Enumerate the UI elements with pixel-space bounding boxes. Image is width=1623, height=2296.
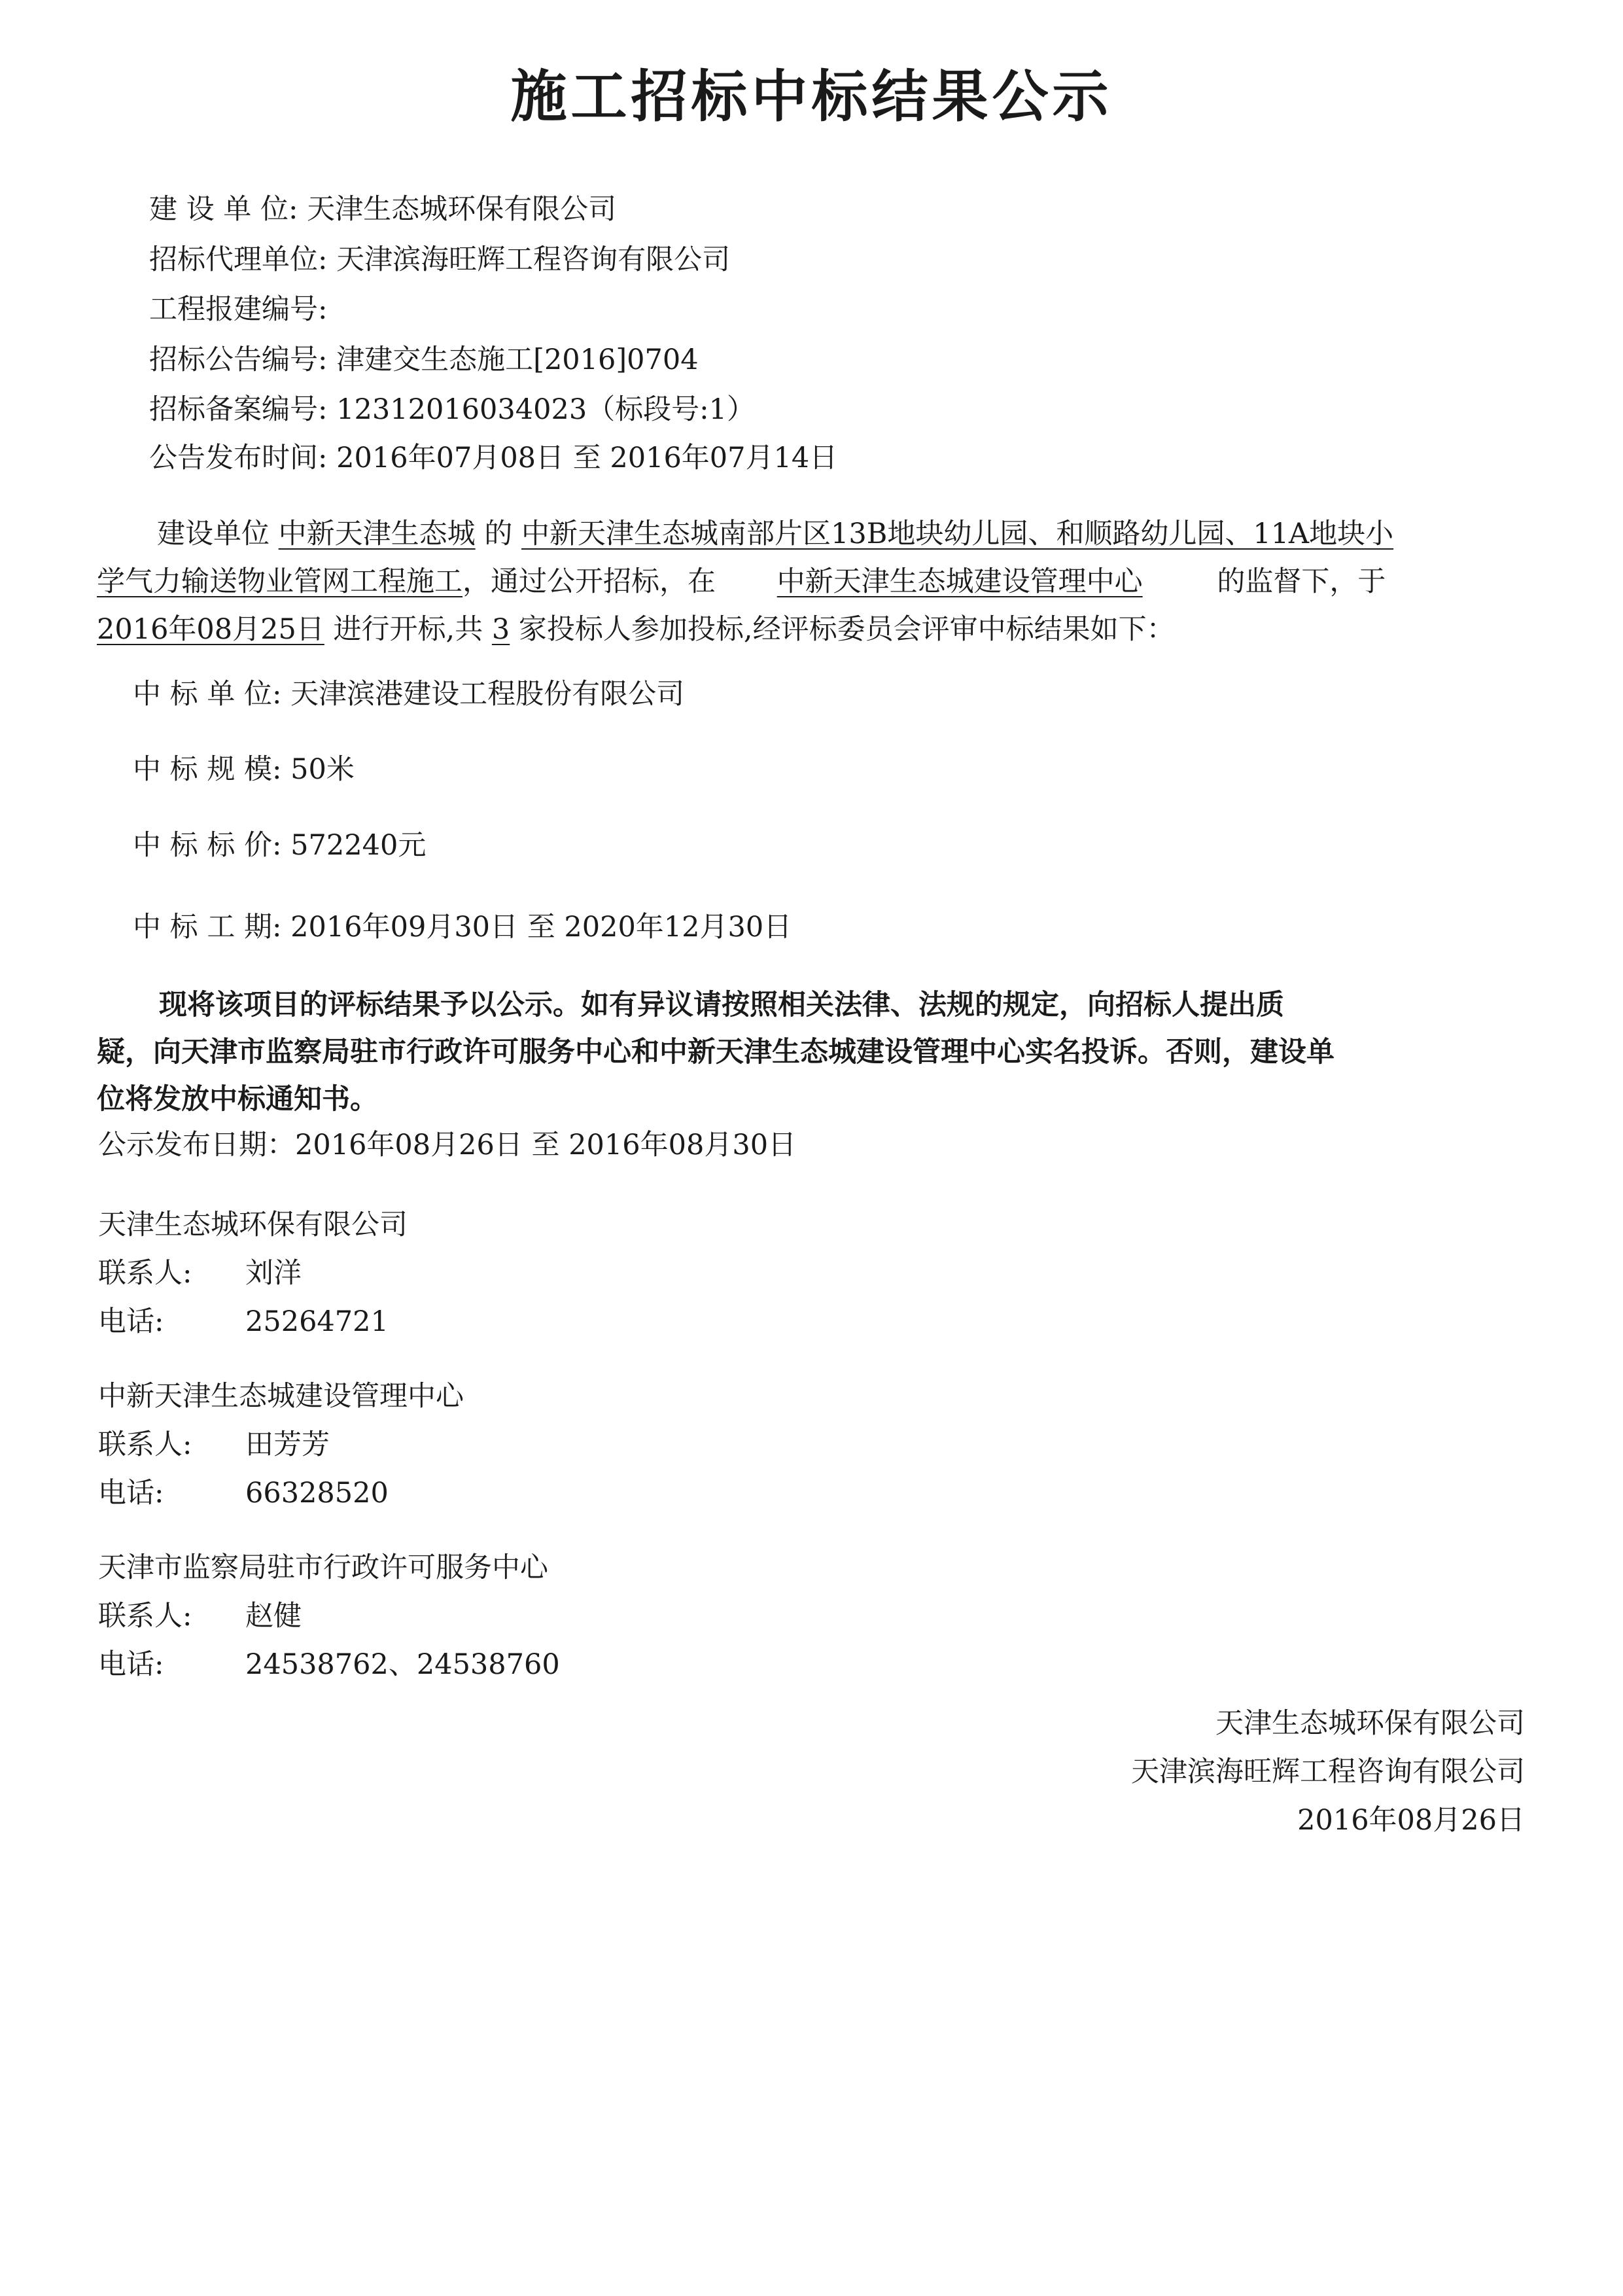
signature-org-2: 天津滨海旺辉工程咨询有限公司 [1131, 1756, 1525, 1788]
publish-time-label: 公告发布时间: [149, 442, 328, 474]
body-text: 进行开标,共 [333, 613, 483, 646]
period-row [133, 908, 792, 947]
contact-person-name: 田芳芳 [245, 1428, 330, 1461]
contact-phone-label: 电话: [98, 1648, 164, 1681]
contact-person-row-3 [98, 1597, 302, 1636]
project-name-part2: 学气力输送物业管网工程施工 [97, 565, 462, 598]
record-no-label: 招标备案编号: [149, 393, 328, 426]
objection-notice [97, 981, 1562, 1123]
contact-person-name: 赵健 [245, 1600, 302, 1633]
project-no-label: 工程报建编号: [149, 293, 328, 326]
supervisor-name: 中新天津生态城建设管理中心 [777, 565, 1143, 598]
project-no-row [149, 290, 328, 329]
builder-label: 建 设 单 位: [149, 193, 298, 226]
contact-org-2: 中新天津生态城建设管理中心 [98, 1380, 464, 1413]
body-text: ，通过公开招标，在 [462, 565, 716, 598]
notice-no-label: 招标公告编号: [149, 344, 328, 376]
builder-row [149, 190, 616, 229]
record-no-row [149, 390, 755, 429]
price-value: 572240元 [290, 829, 427, 862]
page-title: 施工招标中标结果公示 [510, 64, 1113, 130]
contact-person-label: 联系人: [98, 1257, 192, 1290]
body-line-3 [97, 606, 1569, 654]
body-line-2 [97, 558, 1569, 606]
signature-date: 2016年08月26日 [1297, 1804, 1525, 1837]
price-row [133, 826, 426, 865]
contact-org-3: 天津市监察局驻市行政许可服务中心 [98, 1551, 548, 1584]
body-line-1 [97, 510, 1569, 558]
project-name-part1: 中新天津生态城南部片区13B地块幼儿园、和顺路幼儿园、11A地块小 [521, 518, 1394, 550]
winner-label: 中 标 单 位: [133, 678, 282, 711]
contact-org-1: 天津生态城环保有限公司 [98, 1209, 408, 1241]
contact-phone-row-2 [98, 1474, 389, 1513]
bidder-count: 3 [491, 613, 510, 646]
contact-phone-number: 66328520 [245, 1477, 389, 1510]
contact-phone-row-3 [98, 1645, 560, 1684]
notice-line-2: 疑，向天津市监察局驻市行政许可服务中心和中新天津生态城建设管理中心实名投诉。否则，建设单 [97, 1036, 1335, 1069]
agent-value: 天津滨海旺辉工程咨询有限公司 [336, 243, 731, 276]
body-text: 家投标人参加投标,经评标委员会评审中标结果如下： [518, 613, 1175, 646]
body-text: 的 [484, 518, 513, 550]
contact-phone-number: 24538762、24538760 [245, 1648, 560, 1681]
builder-value: 天津生态城环保有限公司 [307, 193, 617, 226]
contact-person-name: 刘洋 [245, 1257, 302, 1290]
period-value: 2016年09月30日 至 2020年12月30日 [290, 911, 792, 944]
publish-time-value: 2016年07月08日 至 2016年07月14日 [336, 442, 838, 474]
record-no-value: 12312016034023（标段号:1） [336, 393, 756, 426]
agent-row [149, 240, 730, 279]
notice-line-1: 现将该项目的评标结果予以公示。如有异议请按照相关法律、法规的规定，向招标人提出质 [159, 989, 1284, 1021]
agent-label: 招标代理单位: [149, 243, 328, 276]
contact-phone-number: 25264721 [245, 1305, 389, 1338]
contact-person-label: 联系人: [98, 1600, 192, 1633]
body-text: 建设单位 [157, 518, 270, 550]
price-label: 中 标 标 价: [133, 829, 282, 862]
contact-phone-label: 电话: [98, 1305, 164, 1338]
contact-phone-row-1 [98, 1302, 389, 1341]
contact-person-label: 联系人: [98, 1428, 192, 1461]
period-label: 中 标 工 期: [133, 911, 282, 944]
notice-no-value: 津建交生态施工[2016]0704 [336, 344, 699, 376]
scale-value: 50米 [290, 753, 355, 786]
scale-row [133, 750, 355, 789]
scale-label: 中 标 规 模: [133, 753, 282, 786]
body-paragraph [97, 510, 1569, 654]
open-date: 2016年08月25日 [97, 613, 324, 646]
body-text: 的监督下，于 [1217, 565, 1386, 598]
contact-phone-label: 电话: [98, 1477, 164, 1510]
contact-person-row-2 [98, 1425, 330, 1464]
winner-row [133, 675, 684, 714]
contact-person-row-1 [98, 1254, 302, 1293]
winner-value: 天津滨港建设工程股份有限公司 [290, 678, 685, 711]
notice-line-3: 位将发放中标通知书。 [97, 1083, 378, 1116]
notice-no-row [149, 340, 699, 380]
publicity-period: 公示发布日期：2016年08月26日 至 2016年08月30日 [98, 1129, 797, 1161]
publish-time-row [149, 438, 837, 478]
builder-name: 中新天津生态城 [278, 518, 476, 550]
signature-org-1: 天津生态城环保有限公司 [1215, 1707, 1525, 1740]
